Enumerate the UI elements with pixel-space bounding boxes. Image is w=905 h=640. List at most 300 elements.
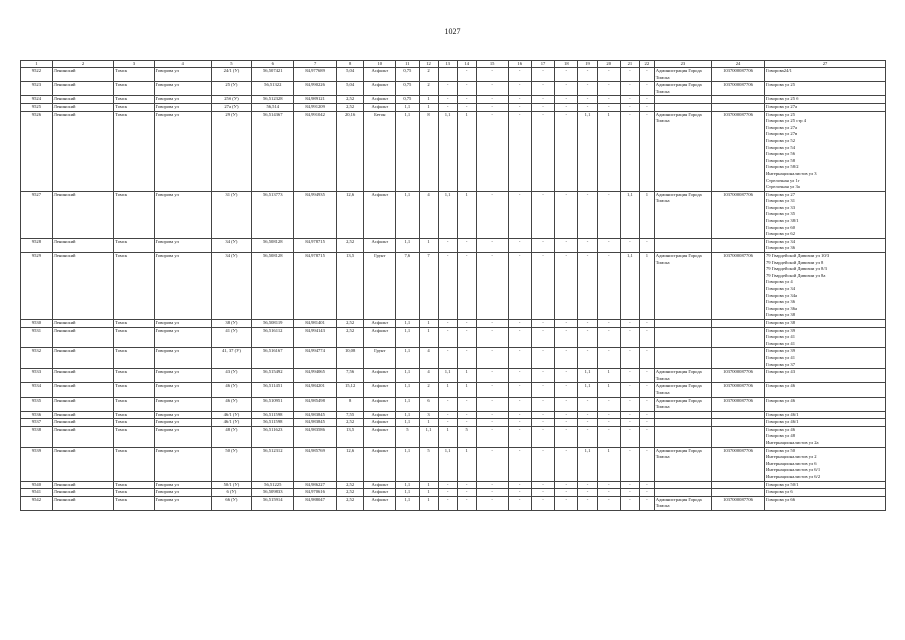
table-cell: - bbox=[508, 103, 531, 111]
table-cell: 1,1 bbox=[419, 426, 438, 447]
table-cell: - bbox=[555, 103, 578, 111]
table-cell: - bbox=[620, 411, 639, 419]
table-cell: Говорова ул bbox=[154, 383, 211, 397]
table-cell: 0,75 bbox=[396, 68, 419, 82]
table-cell: - bbox=[555, 447, 578, 481]
table-cell: - bbox=[457, 348, 476, 369]
table-cell: 13,5 bbox=[336, 253, 364, 320]
table-cell: 13,5 bbox=[336, 426, 364, 447]
table-cell: - bbox=[531, 383, 554, 397]
table-cell: 1 bbox=[438, 383, 457, 397]
table-cell: - bbox=[620, 489, 639, 497]
column-number-header: 4 bbox=[154, 61, 211, 68]
table-cell: 56,51322 bbox=[252, 82, 294, 96]
table-cell: - bbox=[531, 481, 554, 489]
table-cell: 9531 bbox=[21, 327, 53, 348]
table-cell: Томск bbox=[114, 103, 154, 111]
table-cell: Говорова ул 39 Говорова ул 41 Говорова ул 41 bbox=[765, 327, 886, 348]
table-cell: - bbox=[438, 96, 457, 104]
table-cell: - bbox=[476, 238, 508, 252]
column-number-header: 3 bbox=[114, 61, 154, 68]
table-cell: 0,75 bbox=[396, 82, 419, 96]
table-cell: Томск bbox=[114, 383, 154, 397]
table-cell: 1 bbox=[419, 96, 438, 104]
table-cell: - bbox=[639, 348, 654, 369]
table-cell: 56,511598 bbox=[252, 411, 294, 419]
table-cell: - bbox=[531, 253, 554, 320]
table-row bbox=[21, 383, 886, 397]
table-cell: - bbox=[476, 481, 508, 489]
table-cell: Говорова ул bbox=[154, 426, 211, 447]
table-cell: 1,1 bbox=[396, 481, 419, 489]
table-cell: - bbox=[438, 348, 457, 369]
table-cell: - bbox=[476, 103, 508, 111]
table-cell: 1 bbox=[597, 111, 620, 191]
table-row bbox=[21, 319, 886, 327]
table-cell: - bbox=[639, 68, 654, 82]
table-cell: - bbox=[639, 383, 654, 397]
table-cell: Говорова ул 50 Интернационалистов ул 2 Интернационалистов ул 6 Интернационалистов ул 6/1 Интернационалистов ул 6/2 bbox=[765, 447, 886, 481]
table-cell: 1,1 bbox=[396, 103, 419, 111]
table-cell: 1 bbox=[419, 496, 438, 510]
table-cell bbox=[712, 481, 765, 489]
table-cell: - bbox=[578, 253, 597, 320]
table-cell: Говорова ул 46 Говорова ул 48 Интернационалистов ул 2а bbox=[765, 426, 886, 447]
table-cell: - bbox=[639, 369, 654, 383]
table-cell: 7,55 bbox=[336, 411, 364, 419]
table-cell: 56,508119 bbox=[252, 319, 294, 327]
column-number-header: 24 bbox=[712, 61, 765, 68]
table-cell: - bbox=[438, 397, 457, 411]
table-cell: - bbox=[476, 82, 508, 96]
table-row bbox=[21, 489, 886, 497]
table-cell: - bbox=[457, 489, 476, 497]
table-cell: Томск bbox=[114, 481, 154, 489]
table-cell: - bbox=[555, 481, 578, 489]
table-cell: - bbox=[457, 496, 476, 510]
table-cell: - bbox=[508, 348, 531, 369]
table-cell: - bbox=[438, 419, 457, 427]
table-row bbox=[21, 411, 886, 419]
table-row bbox=[21, 481, 886, 489]
table-cell: - bbox=[620, 496, 639, 510]
table-row bbox=[21, 111, 886, 191]
table-cell: 46/1 (У) bbox=[211, 419, 251, 427]
table-cell: - bbox=[531, 96, 554, 104]
table-cell: - bbox=[457, 327, 476, 348]
table-cell: 1037000087706 bbox=[712, 68, 765, 82]
table-cell: - bbox=[438, 103, 457, 111]
table-row bbox=[21, 397, 886, 411]
table-cell: - bbox=[508, 111, 531, 191]
table-cell: Ленинский bbox=[52, 383, 113, 397]
table-cell: - bbox=[531, 238, 554, 252]
table-cell: 38 (У) bbox=[211, 319, 251, 327]
table-cell: Говорова ул 50/1 bbox=[765, 481, 886, 489]
table-cell: 56,511598 bbox=[252, 419, 294, 427]
table-cell: 9529 bbox=[21, 253, 53, 320]
table-cell: 9525 bbox=[21, 103, 53, 111]
table-cell: - bbox=[476, 111, 508, 191]
table-cell: - bbox=[476, 411, 508, 419]
table-cell: 2,52 bbox=[336, 481, 364, 489]
table-cell: Томск bbox=[114, 96, 154, 104]
table-cell: 1 bbox=[419, 103, 438, 111]
table-cell: - bbox=[578, 411, 597, 419]
table-cell: Говорова ул bbox=[154, 82, 211, 96]
table-cell: 4 bbox=[419, 348, 438, 369]
table-cell: Говорова ул 34 Говорова ул 36 bbox=[765, 238, 886, 252]
table-cell: - bbox=[457, 96, 476, 104]
table-cell: Говорова ул 38 bbox=[765, 319, 886, 327]
table-cell: - bbox=[476, 496, 508, 510]
table-cell: 56,515914 bbox=[252, 496, 294, 510]
table-cell: Томск bbox=[114, 496, 154, 510]
table-cell: - bbox=[531, 319, 554, 327]
table-row bbox=[21, 103, 886, 111]
table-cell: 56,512312 bbox=[252, 447, 294, 481]
table-cell: Ленинский bbox=[52, 327, 113, 348]
table-cell: - bbox=[578, 103, 597, 111]
table-cell: - bbox=[620, 369, 639, 383]
table-cell: 2,52 bbox=[336, 496, 364, 510]
table-cell: 27а (У) bbox=[211, 103, 251, 111]
table-cell: 1,1 bbox=[620, 253, 639, 320]
table-cell: - bbox=[555, 327, 578, 348]
column-number-header: 1 bbox=[21, 61, 53, 68]
table-cell: Говорова24/1 bbox=[765, 68, 886, 82]
table-cell bbox=[654, 419, 711, 427]
table-cell: 56,514 bbox=[252, 103, 294, 111]
table-cell: - bbox=[476, 327, 508, 348]
table-cell: Ленинский bbox=[52, 319, 113, 327]
table-cell: - bbox=[555, 253, 578, 320]
table-cell: - bbox=[639, 481, 654, 489]
table-cell: 46/1 (У) bbox=[211, 411, 251, 419]
table-cell: - bbox=[555, 489, 578, 497]
table-cell: 84,994065 bbox=[294, 369, 336, 383]
table-cell: Говорова ул bbox=[154, 496, 211, 510]
table-cell: 2,52 bbox=[336, 96, 364, 104]
table-cell bbox=[654, 238, 711, 252]
table-cell: 1,1 bbox=[620, 191, 639, 238]
table-cell: - bbox=[555, 96, 578, 104]
table-cell: - bbox=[438, 82, 457, 96]
table-cell: 1 bbox=[639, 191, 654, 238]
table-cell: - bbox=[531, 411, 554, 419]
table-cell: Говорова ул bbox=[154, 96, 211, 104]
table-cell: - bbox=[639, 447, 654, 481]
table-row bbox=[21, 369, 886, 383]
table-cell: - bbox=[639, 96, 654, 104]
table-cell: 1037000087706 bbox=[712, 111, 765, 191]
table-cell: Асфальт bbox=[364, 481, 396, 489]
table-cell: Асфальт bbox=[364, 426, 396, 447]
column-number-header: 17 bbox=[531, 61, 554, 68]
table-cell: 84,983845 bbox=[294, 419, 336, 427]
table-cell: Ленинский bbox=[52, 191, 113, 238]
table-cell: - bbox=[597, 82, 620, 96]
table-row bbox=[21, 68, 886, 82]
table-cell: - bbox=[438, 496, 457, 510]
table-cell bbox=[654, 348, 711, 369]
table-cell: Говорова ул 46/1 bbox=[765, 411, 886, 419]
table-cell: 1 bbox=[639, 253, 654, 320]
table-cell: - bbox=[578, 238, 597, 252]
table-cell: 1 bbox=[438, 426, 457, 447]
table-cell: - bbox=[508, 327, 531, 348]
table-cell: 84,985498 bbox=[294, 397, 336, 411]
table-cell: Ленинский bbox=[52, 68, 113, 82]
column-number-header: 27 bbox=[765, 61, 886, 68]
table-cell: Говорова ул 43 bbox=[765, 369, 886, 383]
table-cell: 4 bbox=[419, 191, 438, 238]
table-cell: 25б (У) bbox=[211, 96, 251, 104]
table-cell: 1 bbox=[419, 238, 438, 252]
table-cell: - bbox=[531, 82, 554, 96]
table-cell bbox=[712, 348, 765, 369]
table-cell: - bbox=[597, 489, 620, 497]
table-cell: 34 (У) bbox=[211, 253, 251, 320]
table-cell: 1,1 bbox=[396, 489, 419, 497]
table-cell: - bbox=[531, 369, 554, 383]
table-cell: - bbox=[508, 369, 531, 383]
table-cell bbox=[654, 489, 711, 497]
table-cell bbox=[654, 103, 711, 111]
table-cell: 66 (У) bbox=[211, 496, 251, 510]
table-cell: - bbox=[508, 426, 531, 447]
table-cell: 1,1 bbox=[578, 369, 597, 383]
table-cell: 84,983845 bbox=[294, 411, 336, 419]
table-cell: - bbox=[508, 82, 531, 96]
table-cell: - bbox=[476, 426, 508, 447]
table-cell: Томск bbox=[114, 111, 154, 191]
table-row bbox=[21, 447, 886, 481]
column-number-header: 15 bbox=[476, 61, 508, 68]
table-cell: - bbox=[438, 319, 457, 327]
table-cell: - bbox=[476, 419, 508, 427]
table-cell: - bbox=[476, 191, 508, 238]
table-cell: 1,1 bbox=[396, 397, 419, 411]
table-cell: 84,991209 bbox=[294, 103, 336, 111]
table-cell: - bbox=[639, 82, 654, 96]
table-cell: 56,514367 bbox=[252, 111, 294, 191]
table-cell: - bbox=[620, 103, 639, 111]
table-cell: 1,1 bbox=[396, 111, 419, 191]
column-number-header: 23 bbox=[654, 61, 711, 68]
table-cell: - bbox=[476, 383, 508, 397]
table-cell: - bbox=[555, 397, 578, 411]
column-number-header: 7 bbox=[294, 61, 336, 68]
table-cell: - bbox=[597, 238, 620, 252]
table-cell: Администрация Города Томска bbox=[654, 253, 711, 320]
table-cell: - bbox=[639, 496, 654, 510]
table-cell: Говорова ул bbox=[154, 191, 211, 238]
column-number-header: 13 bbox=[438, 61, 457, 68]
table-cell bbox=[712, 96, 765, 104]
table-cell: 5 bbox=[396, 426, 419, 447]
table-cell: 84,988047 bbox=[294, 496, 336, 510]
table-cell: - bbox=[620, 319, 639, 327]
table-cell: - bbox=[597, 96, 620, 104]
table-cell: - bbox=[578, 348, 597, 369]
table-cell: 1037000087706 bbox=[712, 82, 765, 96]
table-cell: - bbox=[639, 238, 654, 252]
table-cell: 10,08 bbox=[336, 348, 364, 369]
table-cell bbox=[654, 411, 711, 419]
table-cell: 56,515492 bbox=[252, 369, 294, 383]
table-cell: Администрация Города Томска bbox=[654, 383, 711, 397]
table-cell: Томск bbox=[114, 82, 154, 96]
table-cell: Говорова ул bbox=[154, 319, 211, 327]
table-cell: 2,52 bbox=[336, 319, 364, 327]
table-cell: Грунт bbox=[364, 348, 396, 369]
table-cell: Ленинский bbox=[52, 419, 113, 427]
table-cell: - bbox=[457, 319, 476, 327]
table-cell: - bbox=[597, 253, 620, 320]
table-row bbox=[21, 238, 886, 252]
table-cell: 15,12 bbox=[336, 383, 364, 397]
table-cell: 1,1 bbox=[438, 369, 457, 383]
table-row bbox=[21, 426, 886, 447]
table-cell: - bbox=[597, 103, 620, 111]
table-cell: - bbox=[476, 447, 508, 481]
column-number-header: 12 bbox=[419, 61, 438, 68]
column-number-header: 2 bbox=[52, 61, 113, 68]
table-cell: Ленинский bbox=[52, 481, 113, 489]
table-cell: - bbox=[438, 411, 457, 419]
table-cell: 1 bbox=[597, 383, 620, 397]
table-cell: 1 bbox=[597, 369, 620, 383]
column-number-header: 22 bbox=[639, 61, 654, 68]
table-cell: Асфальт bbox=[364, 419, 396, 427]
table-cell: - bbox=[555, 383, 578, 397]
table-cell: - bbox=[620, 383, 639, 397]
table-cell: 50 (У) bbox=[211, 447, 251, 481]
table-cell: 1,1 bbox=[396, 447, 419, 481]
table-cell: 56,51225 bbox=[252, 481, 294, 489]
table-cell: 1 bbox=[419, 481, 438, 489]
table-cell: Бетон bbox=[364, 111, 396, 191]
table-cell: Говорова ул 25 б bbox=[765, 96, 886, 104]
table-cell: Администрация Города Томска bbox=[654, 68, 711, 82]
table-cell: - bbox=[597, 191, 620, 238]
table-cell: 1,1 bbox=[396, 348, 419, 369]
table-cell: 9530 bbox=[21, 319, 53, 327]
table-cell: 1,1 bbox=[396, 191, 419, 238]
table-cell: 5,04 bbox=[336, 82, 364, 96]
table-cell: - bbox=[438, 253, 457, 320]
table-cell: - bbox=[555, 369, 578, 383]
table-cell: - bbox=[578, 426, 597, 447]
table-cell: 1 bbox=[457, 191, 476, 238]
table-cell: - bbox=[457, 103, 476, 111]
table-cell: 3 bbox=[419, 411, 438, 419]
table-cell: - bbox=[555, 419, 578, 427]
table-cell: Асфальт bbox=[364, 68, 396, 82]
table-cell: Ленинский bbox=[52, 397, 113, 411]
column-number-header: 10 bbox=[364, 61, 396, 68]
table-row bbox=[21, 191, 886, 238]
table-cell: - bbox=[457, 82, 476, 96]
table-cell: - bbox=[597, 327, 620, 348]
table-cell: 1037000087706 bbox=[712, 383, 765, 397]
table-cell: 9523 bbox=[21, 82, 53, 96]
table-cell: 84,984201 bbox=[294, 383, 336, 397]
table-cell: - bbox=[597, 481, 620, 489]
table-cell: Асфальт bbox=[364, 489, 396, 497]
table-cell: 2 bbox=[419, 68, 438, 82]
table-cell: Ленинский bbox=[52, 489, 113, 497]
table-cell: 1,1 bbox=[578, 111, 597, 191]
table-cell: 9528 bbox=[21, 238, 53, 252]
table-cell: - bbox=[476, 253, 508, 320]
table-cell: 56,516112 bbox=[252, 327, 294, 348]
table-cell: 1 bbox=[419, 327, 438, 348]
table-cell: 1,1 bbox=[438, 191, 457, 238]
table-cell: Администрация Города Томска bbox=[654, 82, 711, 96]
table-cell: - bbox=[597, 426, 620, 447]
table-cell bbox=[712, 103, 765, 111]
table-cell: - bbox=[639, 319, 654, 327]
table-cell: 1,1 bbox=[396, 383, 419, 397]
table-cell: - bbox=[555, 426, 578, 447]
table-cell: 48 (У) bbox=[211, 426, 251, 447]
table-cell: - bbox=[476, 489, 508, 497]
table-cell: - bbox=[578, 496, 597, 510]
table-cell bbox=[654, 327, 711, 348]
table-cell: - bbox=[639, 103, 654, 111]
table-row bbox=[21, 96, 886, 104]
table-cell: 50/1 (У) bbox=[211, 481, 251, 489]
page-number: 1027 bbox=[444, 27, 461, 36]
table-cell: Говорова ул 25 Говорова ул 25 стр 4 Говорова ул 27а Говорова ул 27в Говорова ул 52 Говорова ул 54 Говорова ул 56 Говорова ул 58 Говорова ул 58/2 Интернационалистов ул 3 Стрелочная ул 1г Стрелочная ул 3а bbox=[765, 111, 886, 191]
table-cell: - bbox=[508, 419, 531, 427]
table-cell: - bbox=[620, 348, 639, 369]
table-cell: 9538 bbox=[21, 426, 53, 447]
table-cell: 25 (У) bbox=[211, 82, 251, 96]
table-cell: 5 bbox=[419, 447, 438, 481]
table-cell: - bbox=[476, 96, 508, 104]
table-cell: Томск bbox=[114, 369, 154, 383]
table-cell: 1,1 bbox=[396, 496, 419, 510]
table-cell: 1 bbox=[457, 369, 476, 383]
table-cell: - bbox=[508, 481, 531, 489]
table-cell: Говорова ул bbox=[154, 447, 211, 481]
table-cell: 20,16 bbox=[336, 111, 364, 191]
table-cell: Говорова ул 46 bbox=[765, 397, 886, 411]
table-cell: 2,52 bbox=[336, 327, 364, 348]
table-cell: 7,56 bbox=[336, 369, 364, 383]
table-cell: 1 bbox=[419, 319, 438, 327]
table-cell: 1 bbox=[457, 383, 476, 397]
table-cell: 1 bbox=[457, 111, 476, 191]
table-cell: Ленинский bbox=[52, 411, 113, 419]
table-cell: - bbox=[639, 411, 654, 419]
table-cell: Ленинский bbox=[52, 238, 113, 252]
table-cell: 9541 bbox=[21, 489, 53, 497]
table-cell: 56,511451 bbox=[252, 383, 294, 397]
table-cell: 0,75 bbox=[396, 96, 419, 104]
table-cell: - bbox=[457, 253, 476, 320]
table-cell: Администрация Города Томска bbox=[654, 369, 711, 383]
table-cell: 9535 bbox=[21, 397, 53, 411]
table-cell: - bbox=[531, 111, 554, 191]
table-cell: - bbox=[476, 68, 508, 82]
table-cell: - bbox=[578, 82, 597, 96]
table-cell: Асфальт bbox=[364, 327, 396, 348]
table-cell: 56,511623 bbox=[252, 426, 294, 447]
